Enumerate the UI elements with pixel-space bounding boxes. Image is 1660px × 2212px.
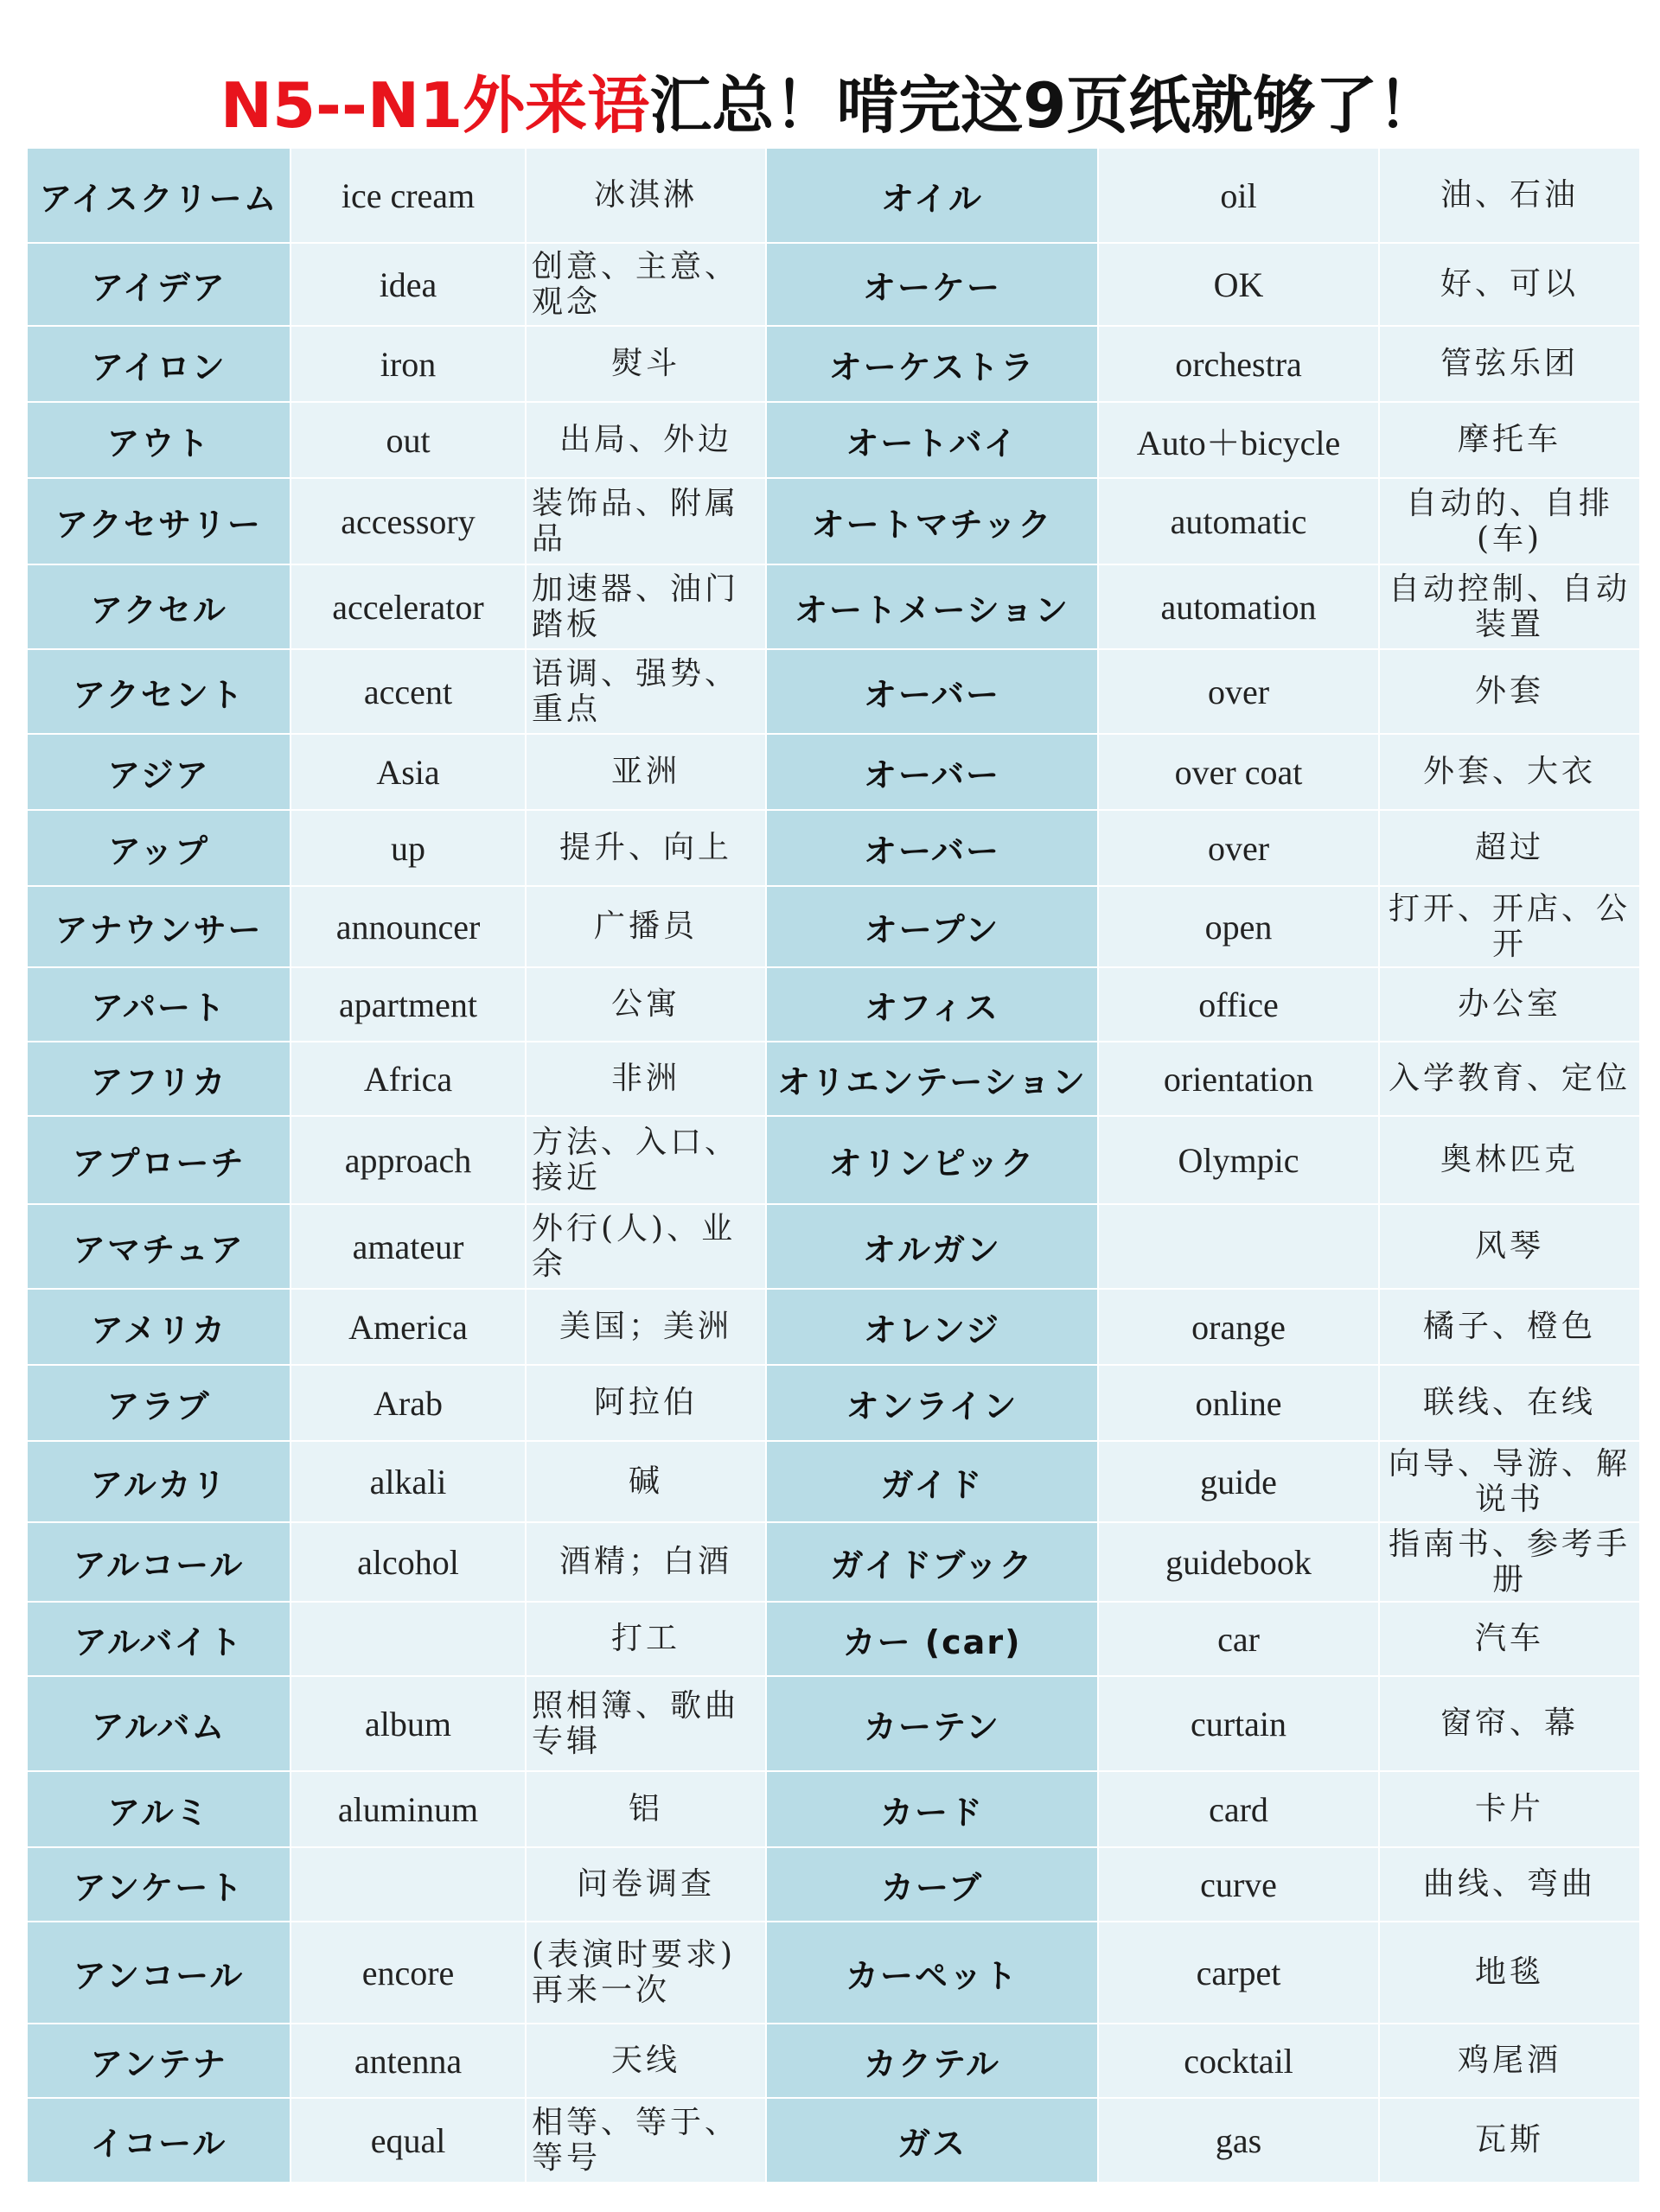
katakana-word: オートメーション — [766, 564, 1098, 649]
english-word: orchestra — [1098, 326, 1379, 402]
chinese-meaning: 管弦乐团 — [1379, 326, 1640, 402]
chinese-meaning: 自动的、自排(车) — [1379, 478, 1640, 564]
katakana-word: アマチュア — [27, 1204, 290, 1289]
chinese-meaning: 熨斗 — [526, 326, 766, 402]
english-word: America — [290, 1289, 526, 1365]
chinese-meaning: 汽车 — [1379, 1602, 1640, 1676]
chinese-meaning: 加速器、油门踏板 — [526, 564, 766, 649]
english-word: alkali — [290, 1441, 526, 1522]
english-word: Auto＋bicycle — [1098, 402, 1379, 478]
english-word: OK — [1098, 243, 1379, 326]
table-row — [27, 1289, 1640, 1365]
chinese-meaning: 联线、在线 — [1379, 1365, 1640, 1441]
chinese-meaning: 外套 — [1379, 649, 1640, 734]
katakana-word: アンコール — [27, 1922, 290, 2024]
katakana-word: オートバイ — [766, 402, 1098, 478]
katakana-word: アクセント — [27, 649, 290, 734]
chinese-meaning: 向导、导游、解说书 — [1379, 1441, 1640, 1522]
english-word: amateur — [290, 1204, 526, 1289]
chinese-meaning: 入学教育、定位 — [1379, 1042, 1640, 1116]
english-word: up — [290, 810, 526, 886]
chinese-meaning: 曲线、弯曲 — [1379, 1847, 1640, 1922]
english-word: announcer — [290, 886, 526, 967]
chinese-meaning: 超过 — [1379, 810, 1640, 886]
chinese-meaning: 外行(人)、业余 — [526, 1204, 766, 1289]
english-word: oil — [1098, 148, 1379, 243]
english-word: online — [1098, 1365, 1379, 1441]
chinese-meaning: 好、可以 — [1379, 243, 1640, 326]
table-row — [27, 402, 1640, 478]
english-word: card — [1098, 1771, 1379, 1847]
katakana-word: オープン — [766, 886, 1098, 967]
table-row — [27, 564, 1640, 649]
english-word: idea — [290, 243, 526, 326]
english-word: Olympic — [1098, 1116, 1379, 1204]
katakana-word: オーバー — [766, 649, 1098, 734]
katakana-word: オーケー — [766, 243, 1098, 326]
english-word: accelerator — [290, 564, 526, 649]
table-row — [27, 886, 1640, 967]
katakana-word: アルコール — [27, 1522, 290, 1602]
chinese-meaning: 相等、等于、等号 — [526, 2098, 766, 2183]
english-word: cocktail — [1098, 2024, 1379, 2098]
chinese-meaning: 阿拉伯 — [526, 1365, 766, 1441]
katakana-word: カクテル — [766, 2024, 1098, 2098]
chinese-meaning: 问卷调查 — [526, 1847, 766, 1922]
table-row — [27, 1771, 1640, 1847]
chinese-meaning: 亚洲 — [526, 734, 766, 810]
chinese-meaning: 天线 — [526, 2024, 766, 2098]
english-word: alcohol — [290, 1522, 526, 1602]
chinese-meaning: 照相簿、歌曲专辑 — [526, 1676, 766, 1771]
chinese-meaning: 非洲 — [526, 1042, 766, 1116]
katakana-word: アップ — [27, 810, 290, 886]
katakana-word: アパート — [27, 967, 290, 1042]
table-row — [27, 649, 1640, 734]
english-word: gas — [1098, 2098, 1379, 2183]
english-word: ice cream — [290, 148, 526, 243]
table-row — [27, 1204, 1640, 1289]
chinese-meaning: 广播员 — [526, 886, 766, 967]
chinese-meaning: 奥林匹克 — [1379, 1116, 1640, 1204]
katakana-word: オリンピック — [766, 1116, 1098, 1204]
katakana-word: アルミ — [27, 1771, 290, 1847]
katakana-word: オリエンテーション — [766, 1042, 1098, 1116]
english-word: automation — [1098, 564, 1379, 649]
katakana-word: アンケート — [27, 1847, 290, 1922]
katakana-word: イコール — [27, 2098, 290, 2183]
katakana-word: アウト — [27, 402, 290, 478]
katakana-word: ガイドブック — [766, 1522, 1098, 1602]
english-word: over — [1098, 810, 1379, 886]
chinese-meaning: 风琴 — [1379, 1204, 1640, 1289]
english-word: antenna — [290, 2024, 526, 2098]
katakana-word: アンテナ — [27, 2024, 290, 2098]
chinese-meaning: 提升、向上 — [526, 810, 766, 886]
chinese-meaning: 打开、开店、公开 — [1379, 886, 1640, 967]
table-row — [27, 1441, 1640, 1522]
table-row — [27, 2098, 1640, 2183]
katakana-word: オンライン — [766, 1365, 1098, 1441]
page-title — [0, 54, 1660, 157]
vocabulary-table — [26, 147, 1641, 2183]
chinese-meaning: 酒精；白酒 — [526, 1522, 766, 1602]
chinese-meaning: 窗帘、幕 — [1379, 1676, 1640, 1771]
katakana-word: オレンジ — [766, 1289, 1098, 1365]
katakana-word: アルカリ — [27, 1441, 290, 1522]
chinese-meaning: (表演时要求)再来一次 — [526, 1922, 766, 2024]
chinese-meaning: 创意、主意、观念 — [526, 243, 766, 326]
katakana-word: カー (car) — [766, 1602, 1098, 1676]
chinese-meaning: 美国；美洲 — [526, 1289, 766, 1365]
katakana-word: オルガン — [766, 1204, 1098, 1289]
english-word: automatic — [1098, 478, 1379, 564]
english-word — [290, 1847, 526, 1922]
english-word: accessory — [290, 478, 526, 564]
chinese-meaning: 铝 — [526, 1771, 766, 1847]
english-word: Arab — [290, 1365, 526, 1441]
english-word — [290, 1602, 526, 1676]
table-row — [27, 967, 1640, 1042]
katakana-word: アナウンサー — [27, 886, 290, 967]
chinese-meaning: 地毯 — [1379, 1922, 1640, 2024]
chinese-meaning: 油、石油 — [1379, 148, 1640, 243]
katakana-word: アイデア — [27, 243, 290, 326]
chinese-meaning: 冰淇淋 — [526, 148, 766, 243]
english-word: accent — [290, 649, 526, 734]
english-word: Africa — [290, 1042, 526, 1116]
vocabulary-table-body — [27, 148, 1640, 2183]
english-word — [1098, 1204, 1379, 1289]
katakana-word: カーブ — [766, 1847, 1098, 1922]
katakana-word: オーバー — [766, 734, 1098, 810]
chinese-meaning: 自动控制、自动装置 — [1379, 564, 1640, 649]
katakana-word: オーケストラ — [766, 326, 1098, 402]
english-word: encore — [290, 1922, 526, 2024]
katakana-word: ガス — [766, 2098, 1098, 2183]
table-row — [27, 1365, 1640, 1441]
katakana-word: オイル — [766, 148, 1098, 243]
table-row — [27, 2024, 1640, 2098]
katakana-word: アクセサリー — [27, 478, 290, 564]
katakana-word: アルバイト — [27, 1602, 290, 1676]
katakana-word: アラブ — [27, 1365, 290, 1441]
table-row — [27, 1116, 1640, 1204]
table-row — [27, 326, 1640, 402]
chinese-meaning: 办公室 — [1379, 967, 1640, 1042]
chinese-meaning: 外套、大衣 — [1379, 734, 1640, 810]
table-row — [27, 1042, 1640, 1116]
table-row — [27, 1676, 1640, 1771]
chinese-meaning: 橘子、橙色 — [1379, 1289, 1640, 1365]
katakana-word: ガイド — [766, 1441, 1098, 1522]
english-word: apartment — [290, 967, 526, 1042]
english-word: album — [290, 1676, 526, 1771]
table-row — [27, 734, 1640, 810]
chinese-meaning: 公寓 — [526, 967, 766, 1042]
katakana-word: アメリカ — [27, 1289, 290, 1365]
table-row — [27, 148, 1640, 243]
table-row — [27, 810, 1640, 886]
english-word: orientation — [1098, 1042, 1379, 1116]
chinese-meaning: 卡片 — [1379, 1771, 1640, 1847]
chinese-meaning: 碱 — [526, 1441, 766, 1522]
chinese-meaning: 语调、强势、重点 — [526, 649, 766, 734]
katakana-word: アフリカ — [27, 1042, 290, 1116]
chinese-meaning: 指南书、参考手册 — [1379, 1522, 1640, 1602]
english-word: curtain — [1098, 1676, 1379, 1771]
katakana-word: アプローチ — [27, 1116, 290, 1204]
english-word: curve — [1098, 1847, 1379, 1922]
english-word: Asia — [290, 734, 526, 810]
table-row — [27, 1522, 1640, 1602]
title-black: 汇总！啃完这9页纸就够了！ — [649, 69, 1440, 142]
english-word: aluminum — [290, 1771, 526, 1847]
english-word: orange — [1098, 1289, 1379, 1365]
table-row — [27, 1847, 1640, 1922]
english-word: over coat — [1098, 734, 1379, 810]
english-word: open — [1098, 886, 1379, 967]
table-row — [27, 478, 1640, 564]
katakana-word: アイスクリーム — [27, 148, 290, 243]
english-word: over — [1098, 649, 1379, 734]
katakana-word: カード — [766, 1771, 1098, 1847]
chinese-meaning: 鸡尾酒 — [1379, 2024, 1640, 2098]
english-word: guide — [1098, 1441, 1379, 1522]
english-word: out — [290, 402, 526, 478]
table-row — [27, 1602, 1640, 1676]
katakana-word: カーペット — [766, 1922, 1098, 2024]
katakana-word: アイロン — [27, 326, 290, 402]
katakana-word: アルバム — [27, 1676, 290, 1771]
katakana-word: オーバー — [766, 810, 1098, 886]
table-row — [27, 1922, 1640, 2024]
english-word: iron — [290, 326, 526, 402]
chinese-meaning: 方法、入口、接近 — [526, 1116, 766, 1204]
table-row — [27, 243, 1640, 326]
title-red: N5--N1外来语 — [220, 69, 650, 142]
english-word: guidebook — [1098, 1522, 1379, 1602]
english-word: approach — [290, 1116, 526, 1204]
english-word: office — [1098, 967, 1379, 1042]
english-word: carpet — [1098, 1922, 1379, 2024]
katakana-word: オフィス — [766, 967, 1098, 1042]
katakana-word: カーテン — [766, 1676, 1098, 1771]
chinese-meaning: 摩托车 — [1379, 402, 1640, 478]
chinese-meaning: 打工 — [526, 1602, 766, 1676]
katakana-word: オートマチック — [766, 478, 1098, 564]
english-word: car — [1098, 1602, 1379, 1676]
chinese-meaning: 瓦斯 — [1379, 2098, 1640, 2183]
chinese-meaning: 出局、外边 — [526, 402, 766, 478]
katakana-word: アジア — [27, 734, 290, 810]
english-word: equal — [290, 2098, 526, 2183]
katakana-word: アクセル — [27, 564, 290, 649]
chinese-meaning: 装饰品、附属品 — [526, 478, 766, 564]
